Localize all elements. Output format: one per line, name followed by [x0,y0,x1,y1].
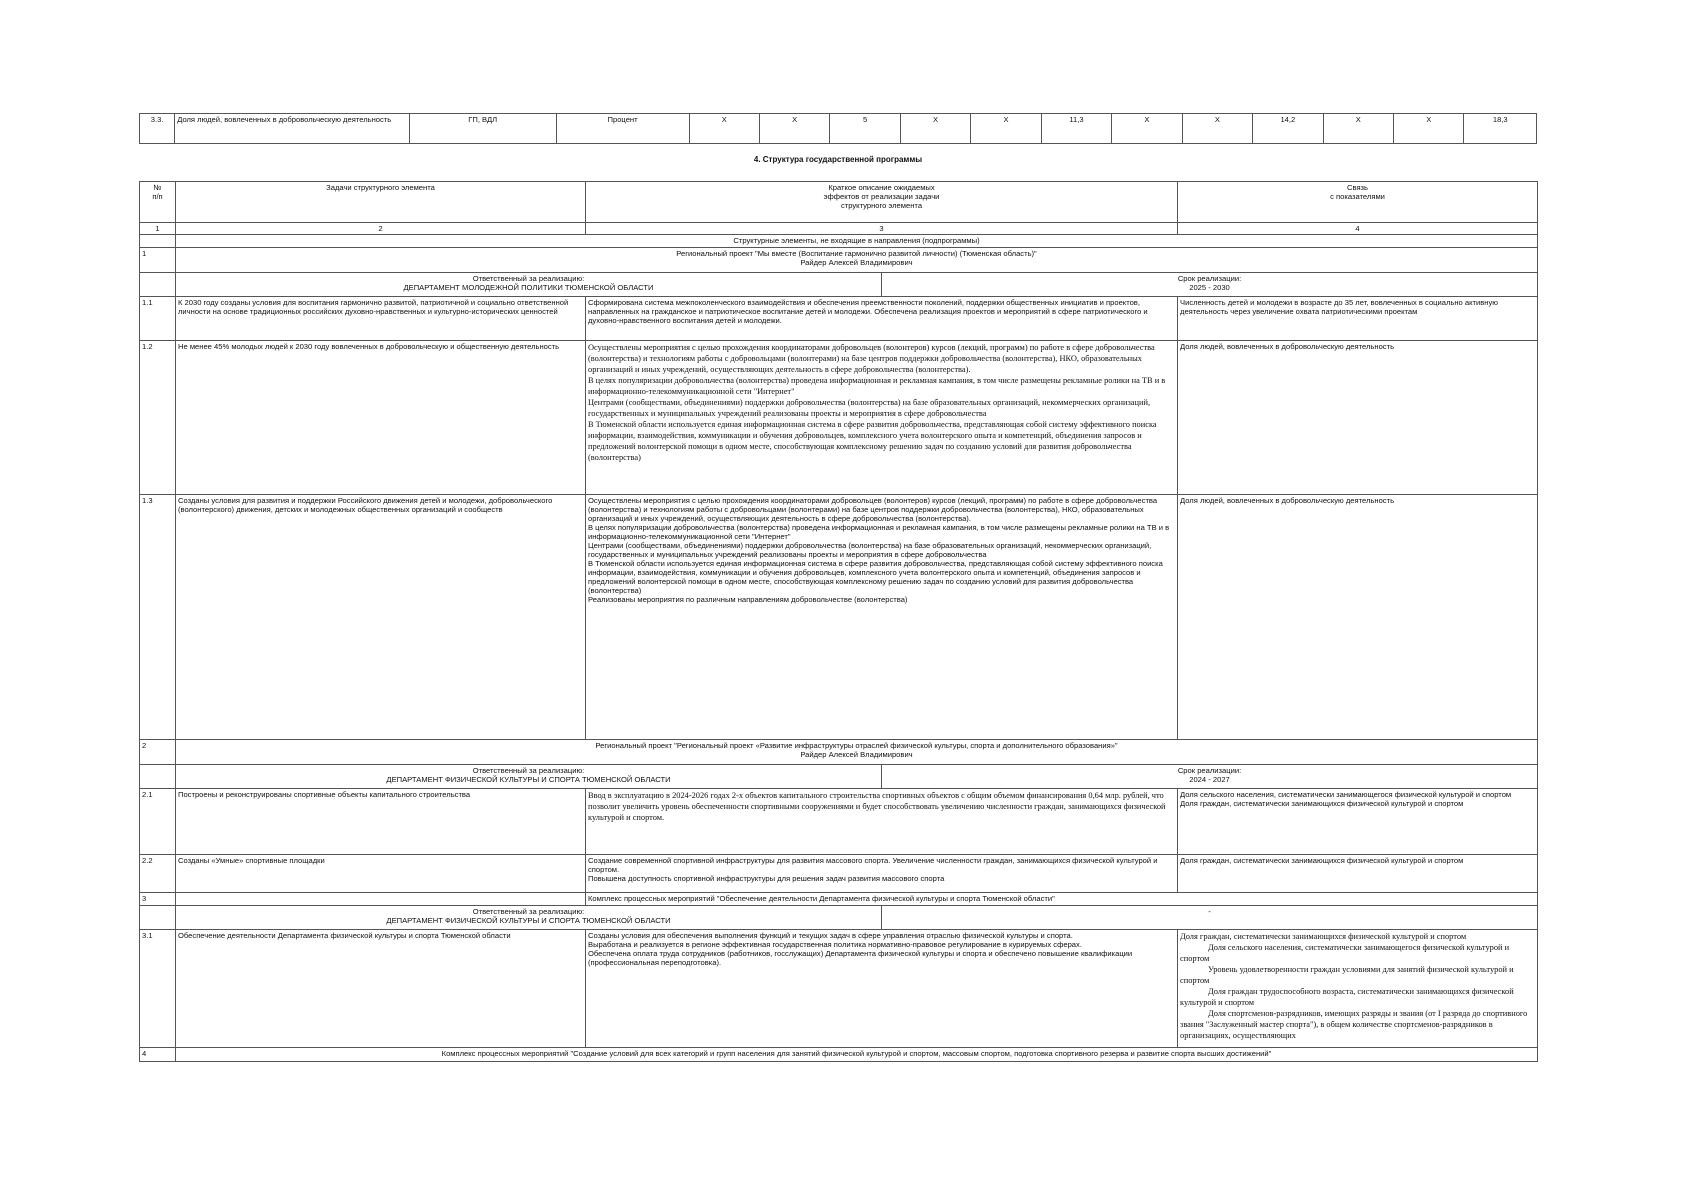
indicator-table [139,113,1537,144]
responsible-department: Ответственный за реализацию: ДЕПАРТАМЕНТ ФИЗИЧЕСКОЙ КУЛЬТУРЫ И СПОРТА ТЮМЕНСКОЙ ОБЛАСТИ [176,765,882,789]
project-row [140,893,1538,906]
structure-table [139,181,1538,1062]
row-number: 2.2 [140,855,176,893]
task-text: К 2030 году созданы условия для воспитания гармонично развитой, патриотичной и социально ответственной личности на основе традиционных российских духовно-нравственных и культурно-исторических ценностей [176,297,586,341]
project-title: Комплекс процессных мероприятий "Обеспечение деятельности Департамента физической культуры и спорта Тюменской области" [586,893,1538,906]
effect-text: Осуществлены мероприятия с целью прохождения координаторами добровольцев (волонтеров) курсов (лекций, программ) по работе в сфере добровольчества (волонтерства) и технологиям работы с добровольцами (волонтерами) на базе центров поддержки добровольчества (волонтерства), НКО, образовательных организаций и иных учреждений, осуществляющих деятельность в сфере добровольчества (волонтерства). В целях популяризации добровольчества (волонтерства) проведена информационная и рекламная кампания, в том числе размещены рекламные ролики на ТВ и в информационно-телекоммуникационной сети "Интернет" Центрами (сообществами, объединениями) поддержки добровольчества (волонтерства) на базе образовательных организаций, некоммерческих организаций, государственных и муниципальных учреждений реализованы проекты и мероприятия в сфере добровольчества В Тюменской области используется единая информационная система в сфере развития добровольчества, представляющая собой систему эффективного поиска информации, взаимодействия, коммуникации и обучения добровольцев, комплексного учета волонтерского опыта и компетенций, объединения запросов и предложений волонтерской помощи в одном месте, способствующая комплексному решению задач по созданию условий для развития добровольчества (волонтерства) [586,341,1178,495]
task-text: Созданы «Умные» спортивные площадки [176,855,586,893]
group-title: Структурные элементы, не входящие в направления (подпрограммы) [176,235,1538,248]
indicator-number: 3.3. [140,114,175,144]
header-link: Связь с показателями [1178,182,1538,223]
table-header-row [140,182,1538,223]
effect-text: Ввод в эксплуатацию в 2024-2026 годах 2-х объектов капитального строительства спортивных объектов с общим объемом финансирования 0,64 млр. рублей, что позволит увеличить уровень обеспеченности спортивными сооружениями и будет способствовать увеличению численности граждан, занимающихся физической культурой и спортом. [586,789,1178,855]
column-number: 2 [176,223,586,235]
row-number: 3.1 [140,930,176,1048]
project-title: Региональный проект "Мы вместе (Воспитание гармонично развитой личности) (Тюменская область)" Райдер Алексей Владимирович [176,248,1538,273]
effect-text: Создание современной спортивной инфраструктуры для развития массового спорта. Увеличение численности граждан, занимающихся физической культурой и спортом. Повышена доступность спортивной инфраструктуры для решения задач развития массового спорта [586,855,1178,893]
indicator-value: Х [759,114,829,144]
project-number: 4 [140,1048,176,1062]
project-row [140,248,1538,273]
link-text: Численность детей и молодежи в возрасте до 35 лет, вовлеченных в социально активную деятельность через увеличение охвата патриотическими проектам [1178,297,1538,341]
column-number: 1 [140,223,176,235]
responsible-row [140,906,1538,930]
responsible-department: Ответственный за реализацию: ДЕПАРТАМЕНТ МОЛОДЕЖНОЙ ПОЛИТИКИ ТЮМЕНСКОЙ ОБЛАСТИ [176,273,882,297]
implementation-term: - [882,906,1538,930]
link-item: Доля граждан трудоспособного возраста, систематически занимающихся физической культурой и спортом [1180,987,1514,1007]
effect-text: Созданы условия для обеспечения выполнения функций и текущих задач в сфере управления отраслью физической культуры и спорта. Выработана и реализуется в регионе эффективная государственная политика нормативно-правовое регулирование в курируемых сферах. Обеспечена оплата труда сотрудников (работников, госслужащих) Департамента физической культуры и спорта и обеспечено повышение квалификации (профессиональная переподготовка). [586,930,1178,1048]
indicator-value: 11,3 [1041,114,1111,144]
project-number: 2 [140,740,176,765]
header-effects: Краткое описание ожидаемых эффектов от реализации задачи структурного элемента [586,182,1178,223]
effect-text: Осуществлены мероприятия с целью прохождения координаторами добровольцев (волонтеров) курсов (лекций, программ) по работе в сфере добровольчества (волонтерства) и технологиям работы с добровольцами (волонтерами) на базе центров поддержки добровольчества (волонтерства), НКО, образовательных организаций и иных учреждений, осуществляющих деятельность в сфере добровольчества (волонтерства). В целях популяризации добровольчества (волонтерства) проведена информационная и рекламная кампания, в том числе размещены рекламные ролики на ТВ и в информационно-телекоммуникационной сети "Интернет" Центрами (сообществами, объединениями) поддержки добровольчества (волонтерства) на базе образовательных организаций, некоммерческих организаций, государственных и муниципальных учреждений реализованы проекты и мероприятия в сфере добровольчества В Тюменской области используется единая информационная система в сфере развития добровольчества, представляющая собой систему эффективного поиска информации, взаимодействия, коммуникации и обучения добровольцев, комплексного учета волонтерского опыта и компетенций, объединения запросов и предложений волонтерской помощи в одном месте, способствующая комплексному решению задач по созданию условий для развития добровольчества (волонтерства) Реализованы мероприятия по различным направлениям добровольчестве (волонтерства) [586,495,1178,740]
indicator-value: Х [689,114,759,144]
task-text: Обеспечение деятельности Департамента физической культуры и спорта Тюменской области [176,930,586,1048]
project-row [140,1048,1538,1062]
link-text: Доля граждан, систематически занимающихся физической культурой и спортом [1178,855,1538,893]
link-text: Доля людей, вовлеченных в добровольческую деятельность [1178,341,1538,495]
row-number: 2.1 [140,789,176,855]
indicator-value: 18,3 [1464,114,1537,144]
task-text: Созданы условия для развития и поддержки Российского движения детей и молодежи, добровольческого (волонтерского) движения, детских и молодежных общественных организаций и сообществ [176,495,586,740]
table-row [140,855,1538,893]
indicator-unit: Процент [556,114,689,144]
project-number: 3 [140,893,176,906]
table-row [140,930,1538,1048]
indicator-value: Х [1112,114,1182,144]
effect-text: Сформирована система межпоколенческого взаимодействия и обеспечения преемственности поколений, поддержки общественных инициатив и проектов, направленных на гражданское и патриотическое воспитание детей и молодежи. Обеспечена реализация проектов и мероприятий в сфере патриотического и духовно-нравственного воспитания детей и молодежи. [586,297,1178,341]
project-number: 1 [140,248,176,273]
header-number: № п/п [140,182,176,223]
indicator-value: Х [900,114,970,144]
implementation-term: Срок реализации: 2024 - 2027 [882,765,1538,789]
indicator-value: Х [1394,114,1464,144]
implementation-term: Срок реализации: 2025 - 2030 [882,273,1538,297]
table-row [140,341,1538,495]
row-number: 1.2 [140,341,176,495]
table-row [140,114,1537,144]
link-item: Доля граждан, систематически занимающихся физической культурой и спортом [1180,932,1467,941]
indicator-value: 14,2 [1253,114,1323,144]
indicator-value: Х [971,114,1041,144]
project-title: Комплекс процессных мероприятий "Создание условий для всех категорий и групп населения для занятий физической культурой и спортом, массовым спортом, подготовка спортивного резерва и развитие спорта высших достижений" [176,1048,1538,1062]
column-number-row [140,223,1538,235]
project-title: Региональный проект "Региональный проект «Развитие инфраструктуры отраслей физической культуры, спорта и дополнительного образования»" Райдер Алексей Владимирович [176,740,1538,765]
indicator-name: Доля людей, вовлеченных в добровольческую деятельность [175,114,410,144]
table-row [140,495,1538,740]
link-text: Доля сельского населения, систематически занимающегося физической культурой и спортом Доля граждан, систематически занимающихся физической культурой и спортом [1178,789,1538,855]
task-text: Построены и реконструированы спортивные объекты капитального строительства [176,789,586,855]
indicator-value: Х [1182,114,1252,144]
project-row [140,740,1538,765]
link-text [1178,930,1538,1048]
link-item: Доля спортсменов-разрядников, имеющих разряды и звания (от I разряда до спортивного звания "Заслуженный мастер спорта"), в общем количестве спортсменов-разрядников в организациях, осуществляющих [1180,1009,1528,1040]
header-tasks: Задачи структурного элемента [176,182,586,223]
section-title: 4. Структура государственной программы [753,155,923,164]
link-text: Доля людей, вовлеченных в добровольческую деятельность [1178,495,1538,740]
indicator-value: 5 [830,114,900,144]
table-row [140,297,1538,341]
responsible-row [140,765,1538,789]
group-title-row [140,235,1538,248]
indicator-value: Х [1323,114,1393,144]
link-item: Доля сельского населения, систематически занимающегося физической культурой и спортом [1180,943,1510,963]
responsible-department: Ответственный за реализацию: ДЕПАРТАМЕНТ ФИЗИЧЕСКОЙ КУЛЬТУРЫ И СПОРТА ТЮМЕНСКОЙ ОБЛАСТИ [176,906,882,930]
column-number: 4 [1178,223,1538,235]
responsible-row [140,273,1538,297]
row-number: 1.3 [140,495,176,740]
indicator-level: ГП, ВДЛ [409,114,556,144]
task-text: Не менее 45% молодых людей к 2030 году вовлеченных в добровольческую и общественную деятельность [176,341,586,495]
column-number: 3 [586,223,1178,235]
table-row [140,789,1538,855]
row-number: 1.1 [140,297,176,341]
link-item: Уровень удовлетворенности граждан условиями для занятий физической культурой и спортом [1180,965,1514,985]
